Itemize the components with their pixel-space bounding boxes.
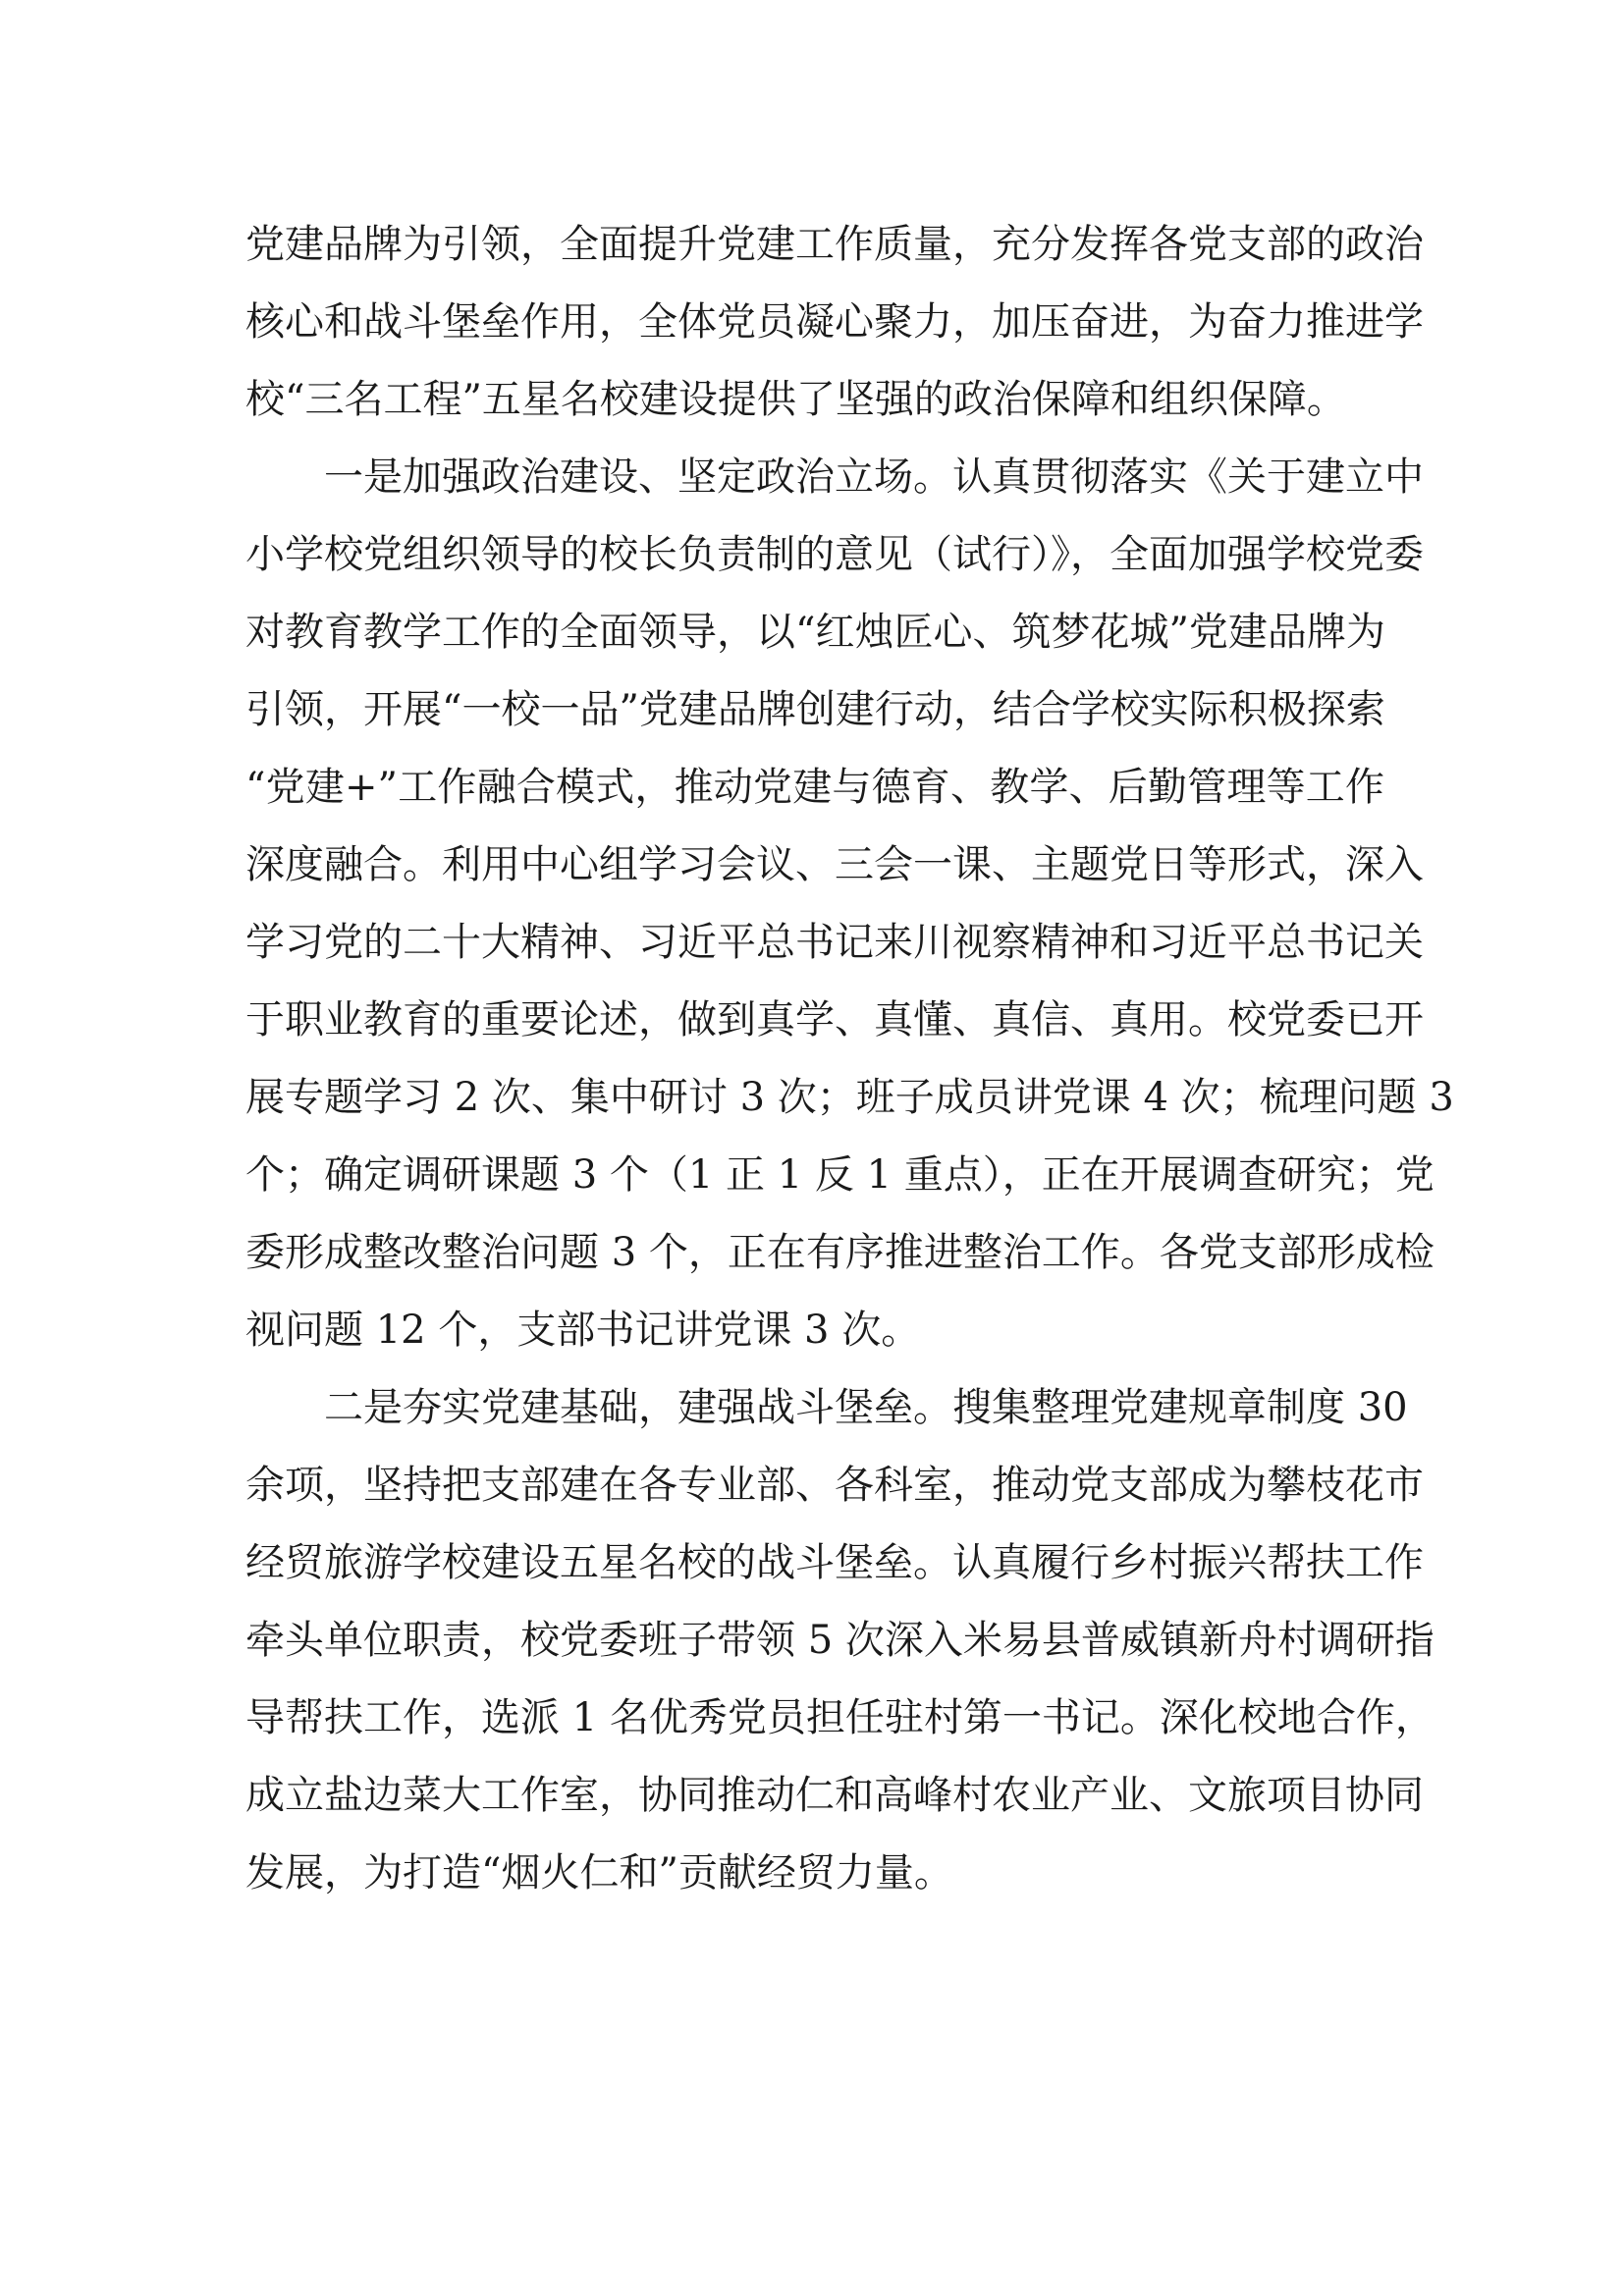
text-line: 经贸旅游学校建设五星名校的战斗堡垒。认真履行乡村振兴帮扶工作 bbox=[245, 1540, 1424, 1585]
paragraph-party-foundation bbox=[245, 1369, 1435, 1912]
text-line: “党建+”工作融合模式，推动党建与德育、教学、后勤管理等工作 bbox=[245, 765, 1384, 810]
text-line: 于职业教育的重要论述，做到真学、真懂、真信、真用。校党委已开 bbox=[245, 997, 1424, 1042]
text-line: 导帮扶工作，选派 1 名优秀党员担任驻村第一书记。深化校地合作， bbox=[245, 1695, 1435, 1740]
text-line: 成立盐边菜大工作室，协同推动仁和高峰村农业产业、文旅项目协同 bbox=[245, 1773, 1424, 1818]
text-line: 个；确定调研课题 3 个（1 正 1 反 1 重点），正在开展调查研究；党 bbox=[245, 1152, 1435, 1198]
text-line: 一是加强政治建设、坚定政治立场。认真贯彻落实《关于建立中 bbox=[324, 454, 1424, 500]
text-line: 委形成整改整治问题 3 个，正在有序推进整治工作。各党支部形成检 bbox=[245, 1230, 1435, 1275]
text-line: 学习党的二十大精神、习近平总书记来川视察精神和习近平总书记关 bbox=[245, 920, 1424, 965]
text-line: 对教育教学工作的全面领导，以“红烛匠心、筑梦花城”党建品牌为 bbox=[245, 610, 1385, 655]
text-line: 引领，开展“一校一品”党建品牌创建行动，结合学校实际积极探索 bbox=[245, 687, 1385, 732]
text-line: 牵头单位职责，校党委班子带领 5 次深入米易县普威镇新舟村调研指 bbox=[245, 1618, 1435, 1663]
text-line: 发展，为打造“烟火仁和”贡献经贸力量。 bbox=[245, 1850, 953, 1896]
paragraph-intro-continued bbox=[245, 206, 1424, 439]
text-line: 小学校党组织领导的校长负责制的意见（试行）》，全面加强学校党委 bbox=[245, 532, 1424, 577]
text-line: 深度融合。利用中心组学习会议、三会一课、主题党日等形式，深入 bbox=[245, 842, 1424, 887]
text-line: 展专题学习 2 次、集中研讨 3 次；班子成员讲党课 4 次；梳理问题 3 bbox=[245, 1075, 1454, 1120]
text-line: 余项，坚持把支部建在各专业部、各科室，推动党支部成为攀枝花市 bbox=[245, 1463, 1424, 1508]
text-line: 视问题 12 个，支部书记讲党课 3 次。 bbox=[245, 1308, 921, 1353]
paragraph-political-building bbox=[245, 439, 1454, 1369]
document-body bbox=[245, 206, 1454, 1912]
text-line: 校“三名工程”五星名校建设提供了坚强的政治保障和组织保障。 bbox=[245, 377, 1346, 422]
text-line: 党建品牌为引领，全面提升党建工作质量，充分发挥各党支部的政治 bbox=[245, 222, 1424, 267]
text-line: 二是夯实党建基础，建强战斗堡垒。搜集整理党建规章制度 30 bbox=[324, 1385, 1408, 1430]
text-line: 核心和战斗堡垒作用，全体党员凝心聚力，加压奋进，为奋力推进学 bbox=[245, 299, 1424, 345]
